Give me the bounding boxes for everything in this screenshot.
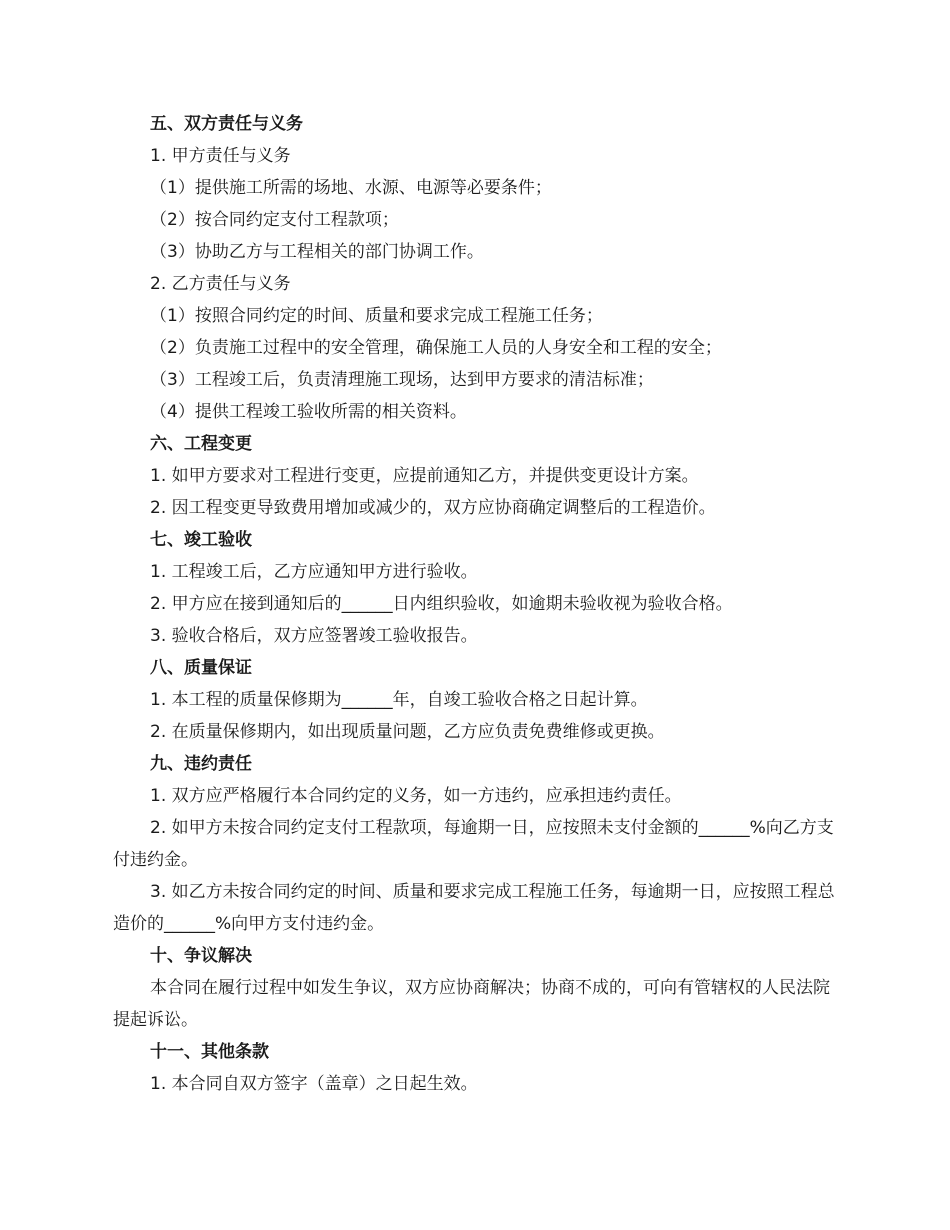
clause-line: 3. 验收合格后，双方应签署竣工验收报告。 [150,626,478,646]
clause-line: 1. 本合同自双方签字（盖章）之日起生效。 [150,1074,478,1094]
clause-paragraph: 3. 如乙方未按合同约定的时间、质量和要求完成工程施工任务，每逾期一日，应按照工程总造价的______%向甲方支付违约金。 [113,882,835,934]
clause-line: （3）协助乙方与工程相关的部门协调工作。 [150,242,484,262]
clause-line: 2. 在质量保修期内，如出现质量问题，乙方应负责免费维修或更换。 [150,722,665,742]
section-heading-5: 五、双方责任与义务 [150,114,303,134]
clause-line: 1. 甲方责任与义务 [150,146,291,166]
clause-line: 2. 因工程变更导致费用增加或减少的，双方应协商确定调整后的工程造价。 [150,498,716,518]
section-heading-10: 十、争议解决 [150,946,252,966]
section-heading-7: 七、竣工验收 [150,530,252,550]
section-heading-8: 八、质量保证 [150,658,252,678]
clause-line: （4）提供工程竣工验收所需的相关资料。 [150,402,467,422]
section-heading-6: 六、工程变更 [150,434,252,454]
section-heading-9: 九、违约责任 [150,754,252,774]
clause-line: （1）提供施工所需的场地、水源、电源等必要条件； [150,178,552,198]
clause-line: 1. 本工程的质量保修期为______年，自竣工验收合格之日起计算。 [150,690,648,710]
clause-line: 1. 工程竣工后，乙方应通知甲方进行验收。 [150,562,478,582]
clause-line: （1）按照合同约定的时间、质量和要求完成工程施工任务； [150,306,603,326]
clause-line: 1. 如甲方要求对工程进行变更，应提前通知乙方，并提供变更设计方案。 [150,466,699,486]
clause-paragraph: 本合同在履行过程中如发生争议，双方应协商解决；协商不成的，可向有管辖权的人民法院提起诉讼。 [113,978,830,1030]
clause-line: （3）工程竣工后，负责清理施工现场，达到甲方要求的清洁标准； [150,370,654,390]
clause-line: 2. 乙方责任与义务 [150,274,291,294]
clause-paragraph: 2. 如甲方未按合同约定支付工程款项，每逾期一日，应按照未支付金额的______%向乙方支付违约金。 [113,818,834,870]
clause-line: 2. 甲方应在接到通知后的______日内组织验收，如逾期未验收视为验收合格。 [150,594,733,614]
clause-line: （2）按合同约定支付工程款项； [150,210,399,230]
section-heading-11: 十一、其他条款 [150,1042,269,1062]
clause-line: 1. 双方应严格履行本合同约定的义务，如一方违约，应承担违约责任。 [150,786,682,806]
clause-line: （2）负责施工过程中的安全管理，确保施工人员的人身安全和工程的安全； [150,338,722,358]
